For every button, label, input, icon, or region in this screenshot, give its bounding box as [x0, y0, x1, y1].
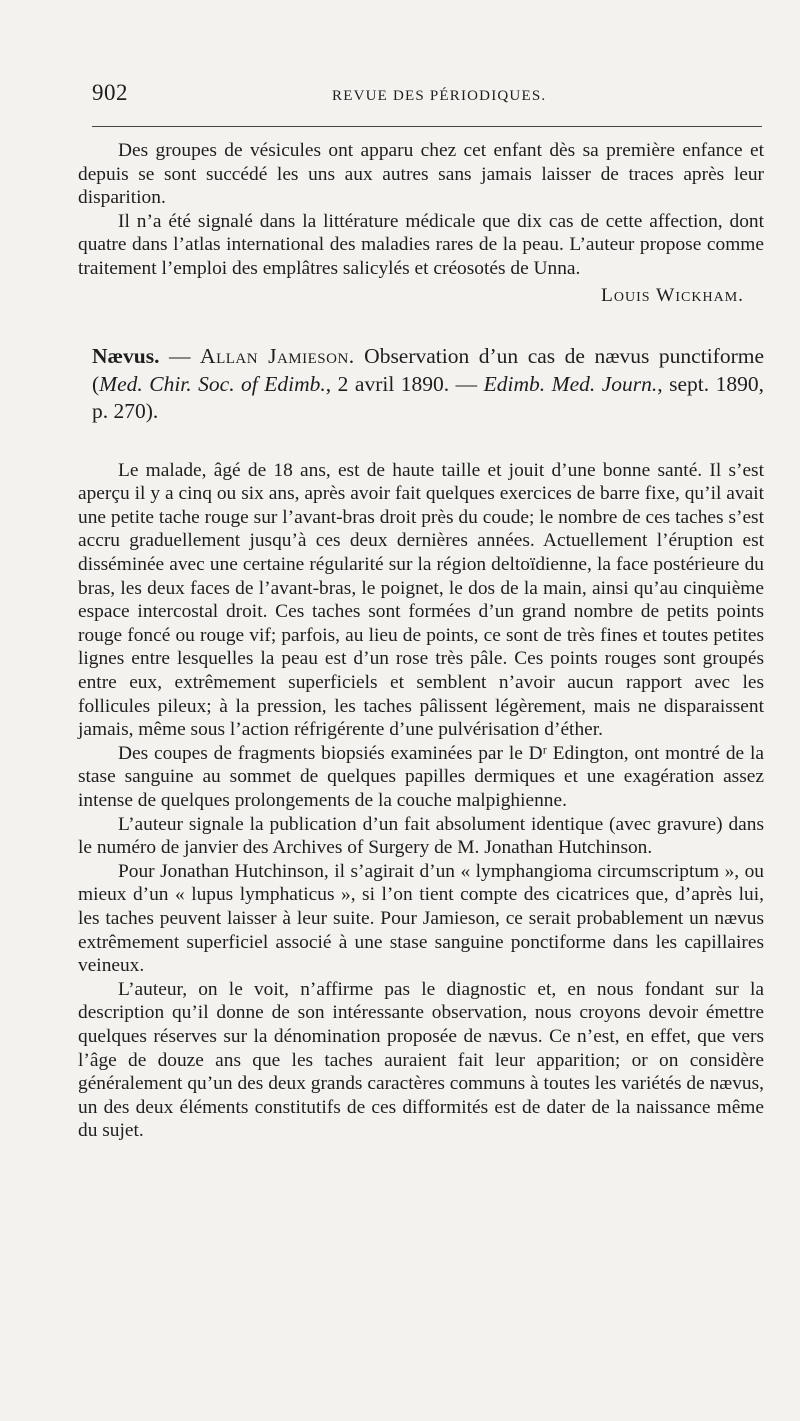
page-content	[78, 139, 764, 1143]
header-rule	[92, 126, 762, 127]
running-head: REVUE DES PÉRIODIQUES.	[332, 88, 547, 104]
article-topic: Nævus.	[92, 344, 160, 369]
source-date-2: , sept. 1890, p. 270).	[92, 371, 765, 424]
paragraph: Des groupes de vésicules ont apparu chez cet enfant dès sa première enfance et depuis se sont succédé les uns aux autres sans jamais laisser de traces après leur disparition.	[78, 140, 764, 209]
paragraph: Des coupes de fragments biopsiés examinées par le Dʳ Edington, ont montré de la stase sanguine au sommet de quelques papilles dermiques et une exagération assez intense de quelques prolongements de la couche malpighienne.	[78, 742, 764, 811]
source-date-1: , 2 avril 1890. —	[325, 371, 484, 396]
paragraph: L’auteur signale la publication d’un fait absolument identique (avec gravure) dans le numéro de janvier des Archives of Surgery de M. Jonathan Hutchinson.	[78, 813, 764, 859]
paragraph: L’auteur, on le voit, n’affirme pas le diagnostic et, en nous fondant sur la description qu’il donne de son intéressante observation, nous croyons devoir émettre quelques réserves sur la dénomination proposée de nævus. Ce n’est, en effet, que vers l’âge de douze ans que les taches auraient fait leur apparition; or on considère généralement qu’un des deux grands caractères communs à toutes les variétés de nævus, un des deux éléments constitutifs de ces difformités est de dater de la naissance même du sujet.	[78, 978, 764, 1142]
source-journal-1: Med. Chir. Soc. of Edimb.	[99, 371, 326, 396]
heading-dash: —	[159, 344, 201, 369]
paragraph: Il n’a été signalé dans la littérature médicale que dix cas de cette affection, dont quatre dans l’atlas international des maladies rares de la peau. L’auteur propose comme traitement l’emploi des emplâtres salicylés et créosotés de Unna.	[78, 210, 764, 279]
article-author: Allan Jamieson.	[200, 344, 355, 369]
page-number: 902	[92, 80, 128, 105]
article-body	[78, 459, 764, 1143]
article-heading	[78, 343, 764, 426]
paragraph: Le malade, âgé de 18 ans, est de haute taille et jouit d’une bonne santé. Il s’est aperçu il y a cinq ou six ans, après avoir fait quelques exercices de barre fixe, qu’il avait une petite tache rouge sur l’avant-bras droit près du coude; le nombre de ces taches s’est accru graduellement jusqu’à ces deux dernières années. Actuellement l’éruption est disséminée avec une certaine régularité sur la région deltoïdienne, la face postérieure du bras, les deux faces de l’avant-bras, le poignet, le dos de la main, ainsi qu’au cinquième espace intercostal droit. Ces taches sont formées d’un grand nombre de petits points rouge foncé ou rouge vif; parfois, au lieu de points, ce sont de très fines et toutes petites lignes entre lesquelles la peau est d’un rose très pâle. Ces points rouges sont groupés entre eux, extrêmement superficiels et semblent n’avoir aucun rapport avec les follicules pileux; à la pression, les taches pâlissent légèrement, mais ne disparaissent jamais, même sous l’action réfrigérente d’une pulvérisation d’éther.	[78, 459, 764, 741]
article-title: Observation d’un cas de nævus punctiforme (	[92, 344, 765, 396]
author-signature: Louis Wickham.	[601, 284, 744, 306]
previous-article-end	[78, 139, 764, 307]
paragraph: Pour Jonathan Hutchinson, il s’agirait d’un « lymphangioma circumscriptum », ou mieux d’un « lupus lymphaticus », si l’on tient compte des cicatrices que, d’après lui, les taches peuvent laisser à leur suite. Pour Jamieson, ce serait probablement un nævus extrêmement superficiel associé à une stase sanguine ponctiforme dans les capillaires veineux.	[78, 860, 764, 977]
source-journal-2: Edimb. Med. Journ.	[483, 371, 658, 396]
page-header	[92, 80, 764, 112]
